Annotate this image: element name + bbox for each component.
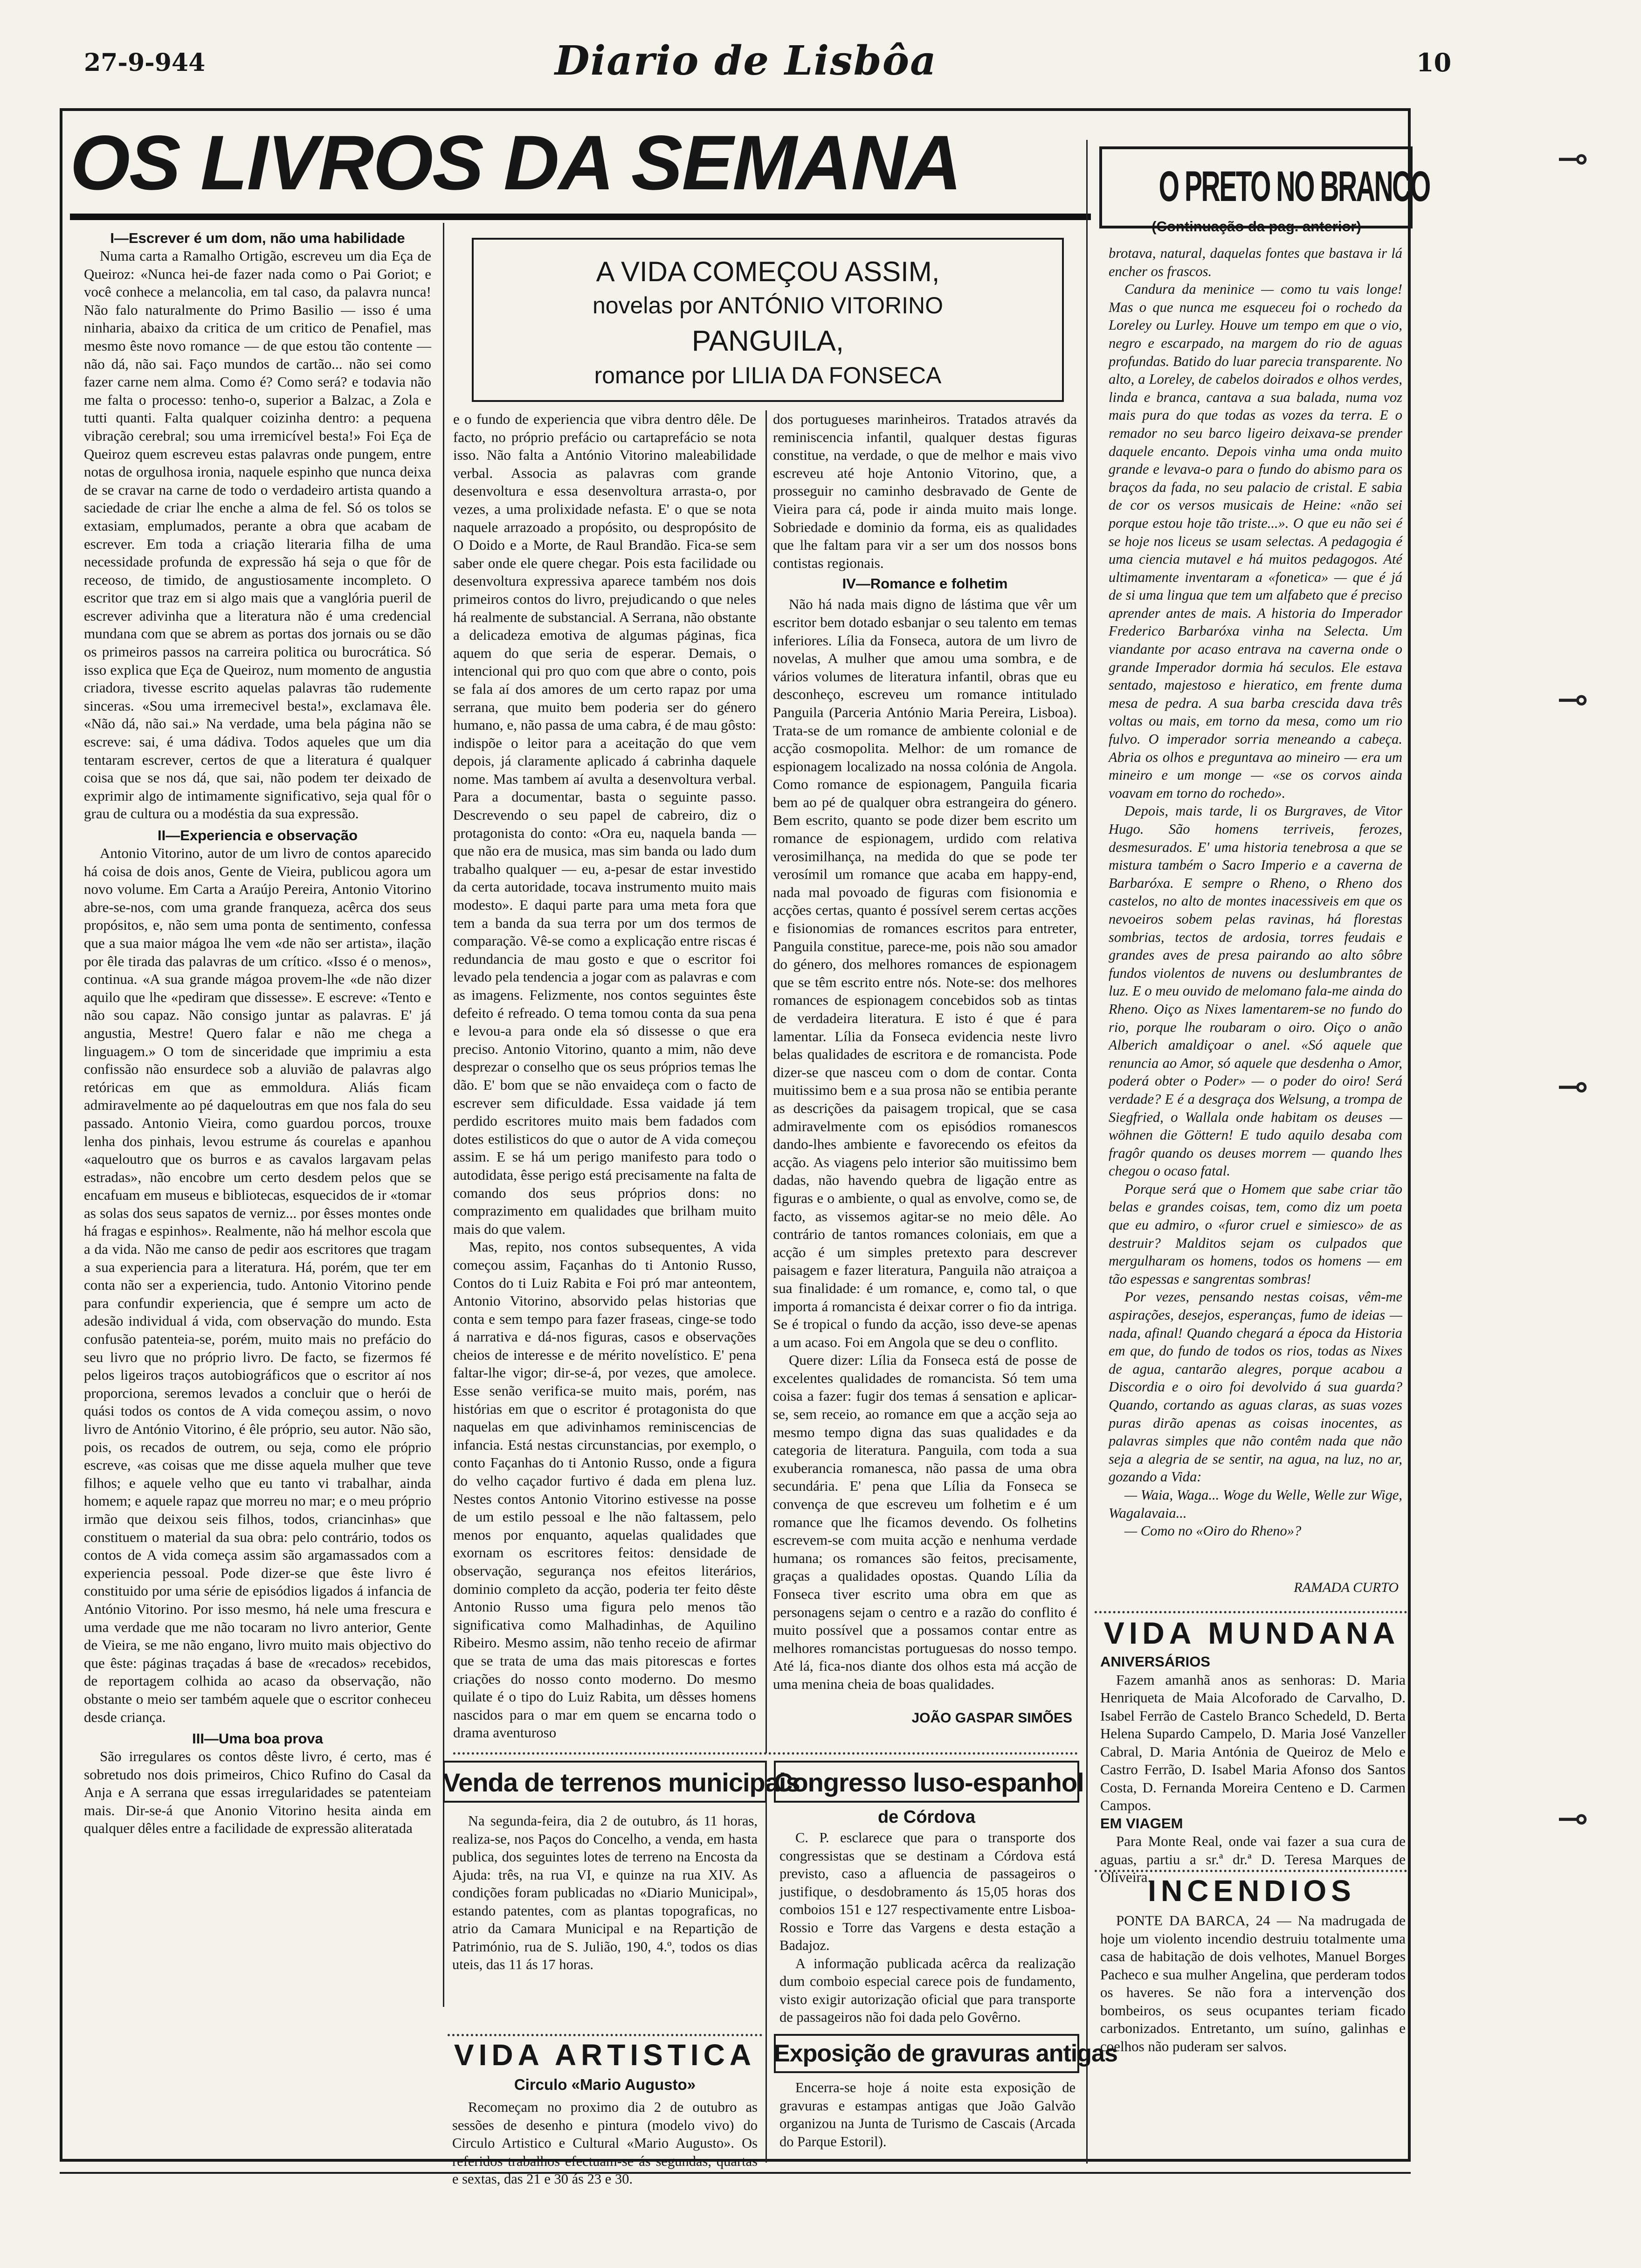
page-number: 10 (1416, 48, 1452, 77)
opinion-paragraph: Candura da meninice — como tu vais longe! Mas o que nunca me esqueceu foi o rochedo da Loreley ou Lurley. Houve um tempo em que o vio, negro e escarpado, na margem do rio de aguas profundas. Batido do luar parecia transparente. No alto, a Loreley, de cabelos doirados e olhos verdes, linda e branca, cantava a sua balada, numa voz mais pura do que todas as vozes da terra. E o remador no seu barco ligeiro deixava-se prender daquele encanto. Depois vinha uma onda muito grande e levava-o para o fundo do abismo para os braços da fada, no seu palacio de cristal. E sabia de cor os versos musicais de Heine: «não sei porque estou hoje tão triste...». O que eu não sei é se hoje nos liceus se usam selectas. A pedagogia é uma ciencia mutavel e há muitos pedagogos. Até ultimamente inventaram a «fonetica» — que é já de si uma lingua que tem um alfabeto que é preciso aprender antes de mais. A historia do Imperador Frederico Barbaróxa vinha na Selecta. Um viandante por acaso entrava na caverna onde o grande Imperador dormia há seculos. Ele estava sentado, majestoso e hieratico, em frente duma mesa de pedra. A sua barba crescida dava três voltas ou mais, em torno da mesa, como um rio fulvo. O imperador sorria meneando a cabeça. Abria os olhos e preguntava ao mineiro — era um mineiro e um monge — «se os corvos ainda voavam em torno do rochedo». (1109, 281, 1402, 801)
congresso-body (779, 1829, 1076, 2035)
column-divider (443, 223, 444, 2007)
vida-mundana-paragraph: Para Monte Real, onde vai fazer a sua cura de aguas, partiu a sr.ª dr.ª D. Teresa Marques de Oliveira. (1100, 1833, 1406, 1885)
margin-mark-icon: ⊸ (1557, 678, 1589, 721)
review-column-3 (773, 410, 1077, 1753)
opinion-paragraph: — Como no «Oiro do Rheno»? (1124, 1523, 1302, 1539)
section-title: OS LIVROS DA SEMANA (70, 120, 961, 206)
vida-artistica-paragraph: Recomeçam no proximo dia 2 de outubro as sessões de desenho e pintura (modelo vivo) do Circulo Artistico e Cultural «Mario Augusto». Os referidos trabalhos efectuam-se ás segundas, quartas e sextas, das 21 e 30 ás 23 e 30. (452, 2099, 758, 2187)
feature-line-2: novelas por ANTÓNIO VITORINO (592, 292, 944, 318)
review-paragraph: São irregulares os contos dêste livro, é certo, mas é sobretudo nos dois primeiros, Chico Rufino do Casal da Anja e A serrana que essas irregularidades se patenteiam mais. Dir-se-á que Anonio Vitorino hesita ainda em qualquer dêles entre a facilidade de expressão aliteratada (84, 1748, 431, 1837)
column-divider (765, 410, 767, 1753)
vida-artistica-subtitle: Circulo «Mario Augusto» (514, 2076, 696, 2093)
exposicao-paragraph: Encerra-se hoje á noite esta exposição de gravuras e estampas antigas que João Galvão organizou na Junta de Turismo de Cascais (Arcada do Parque Estoril). (779, 2080, 1076, 2150)
opinion-column (1109, 244, 1402, 1578)
review-paragraph: dos portugueses marinheiros. Tratados através da reminiscencia infantil, qualquer destas figuras constitue, na verdade, o que de melhor e mais vivo escreveu até hoje Antonio Vitorino, que, a prosseguir no caminho desbravado de Gente de Vieira para cá, pode ir ainda muito mais longe. Sobriedade e dominio da forma, eis as qualidades que lhe faltam para vir a ser um dos nossos bons contistas regionais. (773, 411, 1077, 571)
feature-line-4: romance por LILIA DA FONSECA (594, 362, 942, 388)
vida-mundana-body (1100, 1653, 1406, 1885)
opinion-paragraph: Por vezes, pensando nestas coisas, vêm-me aspirações, desejos, esperanças, fumo de ideias — nada, afinal! Quando chegará a época da Historia em que, do fundo de todos os rios, todas as Nixes de agua, cantarão alegres, porque acabou a Discordia e o oiro foi devolvido á sua guarda? Quando, cortando as aguas claras, as suas vozes puras dirão apenas as coisas inocentes, as palavras simples que não contêm nada que não seja a alegria de se sentir, na agua, na luz, no ar, gozando a Vida: (1109, 1289, 1402, 1485)
vida-mundana-sub-1: ANIVERSÁRIOS (1100, 1653, 1210, 1670)
congresso-paragraph: C. P. esclarece que para o transporte dos congressistas que se destinam a Córdova está previsto, caso a afluencia de passageiros o justifique, o desdobramento ás 15,05 horas dos comboios 151 e 127 respectivamente entre Lisboa-Rossio e Torre das Vargens e desta estação a Badajoz. (779, 1830, 1076, 1953)
vida-artistica-body (452, 2098, 758, 2187)
review-paragraph: Não há nada mais digno de lástima que vêr um escritor bem dotado esbanjar o seu talento em temas inferiores. Lília da Fonseca, autora de um livro de novelas, A mulher que amou uma sombra, e de vários volumes de literatura infantil, obras que eu desconheço, escreveu um romance intitulado Panguila (Parceria António Maria Pereira, Lisboa). Trata-se de um romance de ambiente colonial e de acção cosmopolita. Melhor: de um romance de espionagem localizado na nossa colónia de Angola. Como romance de espionagem, Panguila ficaria bem ao pé de qualquer obra estrangeira do género. Bem escrito, quanto se pode dizer bem escrito um romance de espionagem, urdido com relativa verosimilhança, na medida do que se pode ter verosímil um romance que acaba em happy-end, nada mal povoado de figuras com fisionomia e acções certas, quanto é possível serem certas acções e fisionomias de romances escritos para entreter, Panguila constitue, parece-me, pois não sou amador do género, dos melhores romances de espionagem que se têm escrito entre nós. Note-se: dos melhores romances de espionagem concebidos sob as tintas de verdadeira literatura. E isto é que é para lamentar. Lília da Fonseca evidencia neste livro belas qualidades de escritora e de romancista. Pode dizer-se que nasceu com o dom de contar. Conta muitissimo bem e a sua prosa não se entibia perante as descrições da paisagem tropical, que se casa admiravelmente com os episódios romanescos dando-lhes ambiente e favorecendo os efeitos da acção. As viagens pelo interior são muitissimo bem dadas, não havendo quebra de ligação entre as figuras e o ambiente, o qual as envolve, como se, de facto, as vissemos agitar-se no meio dêle. Ao contrário de tantos romances coloniais, em que a acção é um simples pretexto para descrever paisagem e fazer literatura, Panguila não atraiçoa a sua finalidade: é um romance, e, como tal, o que importa á romancista é deixar correr o fio da intriga. Se é tropical o fundo da acção, isso deve-se apenas a um acaso. Foi em Angola que se deu o conflito. (773, 596, 1077, 1350)
vida-mundana-paragraph: Fazem amanhã anos as senhoras: D. Maria Henriqueta de Maia Alcoforado de Carvalho, D. Isabel Ferrão de Castelo Branco Schedeld, D. Berta Helena Supardo Campelo, D. Maria José Vanzeller Cabral, D. Maria Antónia de Queiroz de Melo e Castro Ferrão, D. Isabel Maria Afonso dos Santos Costa, D. Fernanda Moreira Centeno e D. Carmen Campos. (1100, 1671, 1406, 1813)
vida-mundana-title: VIDA MUNDANA (1103, 1616, 1400, 1650)
dotted-rule (453, 1752, 1078, 1755)
dotted-rule (1095, 1870, 1407, 1872)
review-column-1 (84, 229, 431, 2011)
feature-line-3: PANGUILA, (691, 325, 844, 357)
subheading-3: III—Uma boa prova (192, 1730, 323, 1747)
margin-mark-icon: ⊸ (1557, 1065, 1589, 1108)
review-paragraph: Quere dizer: Lília da Fonseca está de posse de excelentes qualidades de romancista. Só tem uma coisa a fazer: fugir dos temas á sensation e aplicar-se, sem receio, ao romance em que a acção seja ao mesmo tempo digna das suas qualidades e da categoria de literatura. Panguila, com toda a sua exuberancia romanesca, não passa de uma obra secundária. E' pena que Lília da Fonseca se convença de que escreveu um folhetim e é um romance que lhe ficamos devendo. Os folhetins escrevem-se com muita acção e nenhuma verdade humana; os romances são feitos, precisamente, graças a qualidades opostas. Quando Lília da Fonseca tiver escrito uma obra em que as personagens sejam o centro e a razão do conflito é muito possível que a possamos contar entre as melhores romancistas portuguesas do nosso tempo. Até lá, fica-nos diante dos olhos esta má acção de uma menina cheia de boas qualidades. (773, 1352, 1077, 1692)
dotted-rule (448, 2034, 762, 2036)
congresso-paragraph: A informação publicada acêrca da realização dum comboio especial carece pois de fundamento, visto exigir autorização oficial que para transporte de passageiros não foi dada pelo Govêrno. (779, 1955, 1076, 2025)
opinion-signature: RAMADA CURTO (1294, 1580, 1399, 1595)
subheading-4: IV—Romance e folhetim (842, 575, 1008, 592)
review-paragraph: Numa carta a Ramalho Ortigão, escreveu um dia Eça de Queiroz: «Nunca hei-de fazer nada como o Pai Goriot; e você conhece a melancolia, em tal caso, da palavra nunca! Não falo naturalmente do Primo Basilio — isso é uma ninharia, abaixo da critica de um critico de Penafiel, mas mesmo êste novo romance — de que estou tão contente — não dá, não sai. Faço mundos de cartão... não sei como fazer carne nem alma. Como é? Como será? e todavia não me falta o processo: tenho-o, superior a Balzac, a Zola e tutti quanti. Falta qualquer coizinha dentro: a pequena vibração cerebral; sou uma irremicível besta!» Foi Eça de Queiroz quem escreveu estas palavras onde pungem, entre notas de orgulhosa ironia, naquele espinho que nunca deixa de se cravar na carne de todo o verdadeiro artista quando a saciedade de criar lhe enche a alma de fel. Só os tolos se extasiam, emplumados, perante a obra que acabam de escrever. Em toda a criação literaria filha de uma necessidade profunda de expressão há seja o que fôr de receoso, de timido, de angustiosamente incompleto. O escritor que traz em si algo mais que a vanglória pueril de escrever adivinha que a literatura não é uma credencial mundana com que se abrem as portas dos jornais ou se dão os primeiros passos na carreira politica ou burocrática. Só isso explica que Eça de Queiroz, num momento de angustia criadora, tivesse escrito aquelas palavras tão rudemente sinceras. «Sou uma irremecivel besta!», exclamava êle. «Não dá, não sai.» Na verdade, uma bela página não se escreve: sai, é uma dádiva. Todos aqueles que um dia tentaram escrever, certos de que a literatura é qualquer coisa que se nos dá, que sai, não podem ter deixado de exprimir algo de intimamente significativo, seja qual fôr o grau de cultura ou a modéstia da sua expressão. (84, 248, 431, 822)
title-rule (70, 214, 1091, 220)
opinion-paragraph: brotava, natural, daquelas fontes que bastava ir lá encher os frascos. (1109, 245, 1402, 279)
review-paragraph: e o fundo de experiencia que vibra dentro dêle. De facto, no próprio prefácio ou cartaprefácio se nota isso. Não falta a António Vitorino maleabilidade verbal. Associa as palavras com grande desenvoltura e essa desenvoltura arrasta-o, por vezes, a uma prolixidade nefasta. E' o que se nota naquele arrazoado a propósito, ou despropósito de O Doido e a Morte, de Raul Brandão. Fica-se sem saber onde ele quere chegar. Pois esta facilidade ou desenvoltura expressiva aparece também nos dois primeiros contos do livro, prejudicando o que neles há realmente de substancial. A Serrana, não obstante a delicadeza emotiva de algumas páginas, fica aquem do que seria de esperar. Demais, o intencional qui pro quo com que abre o conto, pois se fala aí dos amores de um certo rapaz por uma serrana, que muito bem poderia ser do género humano, e, não passa de uma cabra, é de mau gôsto: indispõe o leitor para a aceitação do que vem depois, já claramente aplicado á cabrinha daquele nome. Mas tambem aí avulta a desenvoltura verbal. Para a documentar, basta o seguinte passo. Descrevendo o seu papel de cabreiro, diz o protagonista do conto: «Ora eu, naquela banda — que não era de musica, mas sim banda ou lado dum trabalho qualquer — eu, a-pesar de estar investido da certa autoridade, tocava instrumento muito mais modesto». E daqui parte para uma meta fora que tem a banda da sua terra por um dos termos de comparação. Vê-se como a explicação entre riscas é redundancia de mau gosto e que o escritor foi levado pela tendencia a jogar com as palavras e com as imagens. Felizmente, nos contos seguintes êste defeito é refreado. O tema tomou conta da sua pena e levou-a para onde ela só dissesse o que era preciso. Antonio Vitorino, quanto a mim, não deve desprezar o conselho que os seus próprios temas lhe dão. E' bom que se não envaideça com o facto de escrever sem dificuldade. Essa vaidade já tem perdido escritores muito mais bem fadados com dotes estilisticos do que o autor de A vida começou assim. E se há um perigo manifesto para todo o autodidata, êsse perigo está precisamente na falta de comando dos seus próprios dons: no comprazimento em qualidades que brilham muito mais do que valem. (453, 411, 756, 1237)
opinion-paragraph: Porque será que o Homem que sabe criar tão belas e grandes coisas, tem, como diz um poeta que eu admiro, o «furor cruel e simiesco» de as destruir? Malditos sejam os culpados que mergulharam os homens, todos os homens — em tão espessas e sangrentas sombras! (1109, 1181, 1402, 1287)
vida-artistica-title: VIDA ARTISTICA (454, 2038, 756, 2072)
issue-date: 27-9-944 (84, 48, 206, 77)
review-column-2 (453, 410, 756, 1753)
dotted-rule (1095, 1611, 1407, 1613)
exposicao-body (779, 2079, 1076, 2163)
review-signature: JOÃO GASPAR SIMÕES (911, 1710, 1072, 1726)
margin-mark-icon: ⊸ (1557, 137, 1589, 180)
column-divider (765, 1761, 767, 2163)
exposicao-title: Exposição de gravuras antigas (774, 2040, 1117, 2067)
venda-paragraph: Na segunda-feira, dia 2 de outubro, ás 11 horas, realiza-se, nos Paços do Concelho, a venda, em hasta publica, dos seguintes lotes de terreno na Encosta da Ajuda: três, na rua VI, e quinze na rua XIV. As condições foram publicadas no «Diario Municipal», estando patentes, com as plantas topograficas, no atrio da Camara Municipal e na Repartição de Património, rua de S. Julião, 190, 4.º, todos os dias uteis, das 11 ás 17 horas. (452, 1813, 758, 1972)
review-paragraph: Antonio Vitorino, autor de um livro de contos aparecido há coisa de dois anos, Gente de Vieira, publicou agora um novo volume. Em Carta a Araújo Pereira, Antonio Vitorino abre-se-nos, com uma grande franqueza, acêrca dos seus propósitos, e, não sem uma ponta de sentimento, confessa que a sua maior mágoa lhe vem «de não ser artista», ilação por êle tirada das palavras de um crítico. «Isso é o menos», continua. «A sua grande mágoa provem-lhe «de não dizer aquilo que lhe «pediram que dissesse». E escreve: «Tento e não sou capaz. Não consigo juntar as palavras. E' já angustia, Mestre! Quero falar e não me chega a linguagem.» O tom de sinceridade que imprimiu a esta confissão não ensurdece sob a aluvião de palavras algo retóricas em que as emmoldura. Aliás ficam admiravelmente ao pé daqueloutras em que nos fala do seu passado. Antonio Vieira, como guardou porcos, trouxe lenha dos pinhais, levou estrume ás courelas e apanhou «aqueloutro que os burros e as cavalos largavam pelas estradas», não encobre um certo desdem pelos que se encafuam em museus e bibliotecas, esquecidos de ir «tomar as solas dos seus sapatos de verniz... por êsses montes onde há fragas e espinhos». Realmente, não há melhor escola que a da vida. Não me canso de pedir aos escritores que tragam a sua experiencia para a literatura. Há, porém, que ter em conta não ser a experiencia, tudo. Antonio Vitorino pende para confundir experiencia, que é sempre um acto de adesão individual á vida, com observação do mundo. Esta confusão patenteia-se, porém, muito mais no prefácio do seu livro que no próprio livro. De facto, se fizermos fé pelos ligeiros traços autobiográficos que o escritor aí nos proporciona, seremos levados a concluir que o herói de quási todos os contos de A vida começou assim, o novo livro de António Vitorino, é êle próprio, seu autor. Não são, pois, os recados de outrem, ou seja, como ele próprio escreve, «as coisas que me disse aquela mulher que teve filhos; e aquele velho que eu tanto vi trabalhar, ainda homem; e aquele rapaz que morreu no mar; e o meu próprio irmão que deixou seis filhos, todos, criancinhas» que constituem o material da sua obra: pelo contrário, todos os contos de A vida começa assim são argamassados com a experiencia pessoal. Pode dizer-se que êste livro é constituido por uma série de episódios ligados á infancia de António Vitorino. Por isso mesmo, há nele uma frescura e uma verdade que me não tocaram no livro anterior, Gente de Vieira, se me não engano, livro muito mais objectivo do que êste: páginas traçadas á base de «recados» recebidos, de reportagem colhida ao acaso da observação, não obstante o meio ser também aquele que o escritor conheceu desde criança. (84, 845, 431, 1725)
incendios-paragraph: PONTE DA BARCA, 24 — Na madrugada de hoje um violento incendio destruiu totalmente uma casa de habitação de dois velhotes, Manuel Borges Pacheco e sua mulher Angelina, que perderam todos os haveres. Se não fora a intervenção dos bombeiros, os seus ocupantes teriam ficado carbonizados. Entretanto, um suíno, galinhas e coelhos não puderam ser salvos. (1100, 1912, 1406, 2054)
congresso-title: Congresso luso-espanhol (774, 1768, 1084, 1797)
feature-line-1: A VIDA COMEÇOU ASSIM, (596, 256, 940, 287)
column-divider (1086, 140, 1088, 2164)
review-paragraph: Mas, repito, nos contos subsequentes, A vida começou assim, Façanhas do ti Antonio Russo, Contos do ti Luiz Rabita e Foi pró mar anteontem, Antonio Vitorino, absorvido pelas historias que conta e sem tempo para fazer fraseas, cinge-se todo á narrativa e dá-nos figuras, casos e observações cheios de interesse e de mérito novelístico. E' pena faltar-lhe vigor; dir-se-á, por vezes, que amolece. Esse senão verifica-se muito mais, porém, nas histórias em que o escritor é protagonista do que naquelas em que adivinhamos reminiscencias de infancia. Está nestas circunstancias, por exemplo, o conto Façanhas do ti Antonio Russo, onde a figura do velho caçador furtivo é dada em plena luz. Nestes contos Antonio Vitorino estivesse na posse de um estilo pessoal e lhe não faltassem, pelo menos por enquanto, aquelas qualidades que exornam os escritores feitos: densidade de observação, segurança nos efeitos literários, dominio completo da acção, poderia ter feito dêste Antonio Russo uma figura pelo menos tão significativa como Malhadinhas, de Aquilino Ribeiro. Mesmo assim, não tenho receio de afirmar que se trata de uma das mais pitorescas e fortes criações do nosso conto moderno. Do mesmo quilate é o tipo do Luiz Rabita, um dêsses homens nascidos para o mar em quem se encarna todo o drama aventuroso (453, 1238, 756, 1741)
newspaper-masthead: Diario de Lisbôa (555, 37, 937, 84)
column-title: O PRETO NO BRANCO (1158, 163, 1430, 210)
incendios-body (1100, 1912, 1406, 2094)
subheading-2: II—Experiencia e observação (157, 827, 358, 844)
vida-mundana-sub-2: EM VIAGEM (1100, 1815, 1183, 1832)
opinion-paragraph: Depois, mais tarde, li os Burgraves, de Vitor Hugo. São homens terriveis, ferozes, desmesurados. E' uma historia tenebrosa a que se mistura também o Sacro Imperio e a caverna de Barbaróxa. E sempre o Rheno, o Rheno dos castelos, no alto de montes inacessiveis em que os nevoeiros sobem pelas ravinas, há florestas sombrias, tectos de ardosia, torres feudais e grandes aves de presa pairando ao alto sôbre fundos violentos de nuvens ou deslumbrantes de luz. E o meu ouvido de melomano fala-me ainda do Rheno. Oiço as Nixes lamentarem-se no fundo do rio, porque lhe roubaram o oiro. Oiço o anão Alberich amaldiçoar o anel. «Só aquele que renuncia ao Amor, só aquele que desdenha o Amor, poderá obter o Poder» — o poder do oiro! Será verdade? E é a desgraça dos Welsung, a trompa de Siegfried, o Wallala onde habitam os deuses — wöhnen die Göttern! E tudo aquilo desaba com fragôr quando os deuses morrem — quando lhes chegou o ocaso fatal. (1109, 803, 1402, 1179)
subheading-1: I—Escrever é um dom, não uma habilidade (110, 230, 405, 246)
feature-box (472, 238, 1064, 402)
congresso-subtitle: de Córdova (877, 1807, 976, 1827)
venda-body (452, 1812, 758, 2036)
venda-title: Venda de terrenos municipais (443, 1768, 800, 1797)
incendios-title: INCENDIOS (1148, 1874, 1356, 1908)
opinion-paragraph: — Waia, Waga... Woge du Welle, Welle zur Wige, Wagalavaia... (1109, 1487, 1402, 1521)
margin-mark-icon: ⊸ (1557, 1797, 1589, 1840)
column-subtitle: (Continuação da pag. anterior) (1151, 218, 1361, 235)
